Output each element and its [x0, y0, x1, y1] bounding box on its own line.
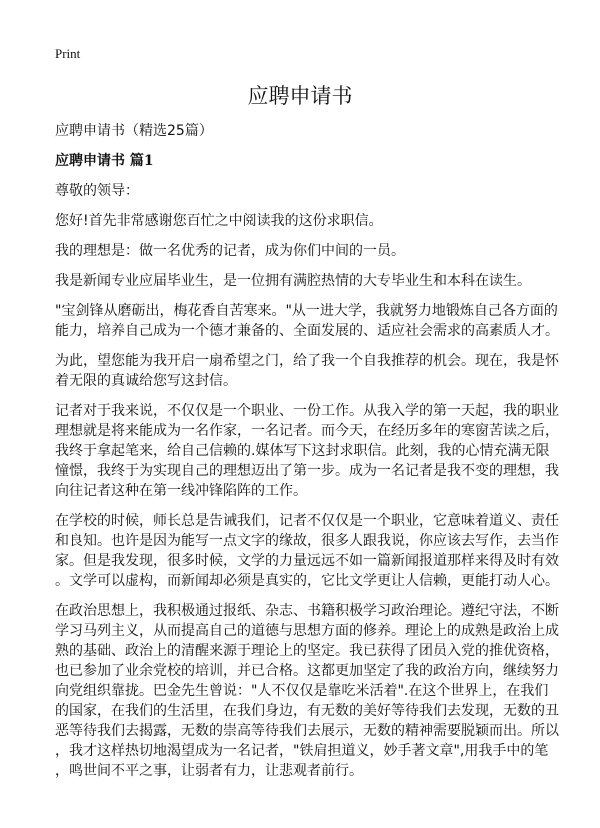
paragraph-line: ，鸣世间不平之事，让弱者有力，让悲观者前行。 — [55, 763, 363, 779]
paragraph-line: 着无限的真诚给您写这封信。 — [55, 373, 237, 389]
paragraph-line: "宝剑锋从磨砺出，梅花香自苦寒来。"从一进大学，我就努力地锻炼自己各方面的 — [55, 303, 558, 319]
paragraph-line: 我是新闻专业应届毕业生，是一位拥有满腔热情的大专毕业生和本科在读生。 — [55, 273, 531, 289]
paragraph-line: 记者对于我来说，不仅仅是一个职业、一份工作。从我入学的第一天起，我的职业 — [55, 403, 559, 419]
paragraph — [55, 211, 555, 231]
paragraph-line: 向往记者这种在第一线冲锋陷阵的工作。 — [55, 483, 307, 499]
paragraph-line: 能力，培养自己成为一个德才兼备的、全面发展的、适应社会需求的高素质人才。 — [55, 323, 559, 339]
paragraph-line: 憧憬，我终于为实现自己的理想迈出了第一步。成为一名记者是我不变的理想，我 — [55, 463, 559, 479]
paragraph-line: 为此，望您能为我开启一扇希望之门，给了我一个自我推荐的机会。现在，我是怀 — [55, 353, 559, 369]
paragraph-line: 我终于拿起笔来，给自己信赖的.媒体写下这封求职信。此刻，我的心情充满无限 — [55, 443, 550, 459]
paragraph-line: 恶等待我们去揭露，无数的崇高等待我们去展示，无数的精神需要脱颖而出。所以 — [55, 723, 559, 739]
paragraph — [55, 511, 559, 591]
paragraph-line: 家。但是我发现，很多时候，文学的力量远远不如一篇新闻报道那样来得及时有效 — [55, 553, 559, 569]
paragraph-line: 理想就是将来能成为一名作家，一名记者。而今天，在经历多年的寒窗苦读之后， — [55, 423, 559, 439]
paragraph-line: 在政治思想上，我积极通过报纸、杂志、书籍积极学习政治理论。遵纪守法，不断 — [55, 603, 559, 619]
paragraph-line: 也已参加了业余党校的培训，并已合格。这都更加坚定了我的政治方向，继续努力 — [55, 663, 559, 679]
paragraph-line: 您好!首先非常感谢您百忙之中阅读我的这份求职信。 — [55, 213, 383, 229]
paragraph-line: 在学校的时候，师长总是告诫我们，记者不仅仅是一个职业，它意味着道义、责任 — [55, 513, 559, 529]
page-title: 应聘申请书 — [247, 84, 353, 108]
paragraph-line: 熟的基础、政治上的清醒来源于理论上的坚定。我已获得了团员入党的推优资格， — [55, 643, 559, 659]
paragraph-line: 我的理想是：做一名优秀的记者，成为你们中间的一员。 — [55, 243, 405, 259]
paragraph — [55, 351, 559, 391]
print-link[interactable]: Print — [55, 46, 81, 61]
paragraph — [55, 401, 559, 501]
paragraph — [55, 301, 559, 341]
paragraph-line: 学习马列主义，从而提高自己的道德与思想方面的修养。理论上的成熟是政治上成 — [55, 623, 559, 639]
paragraph-line: 向党组织靠拢。巴金先生曾说："人不仅仅是靠吃米活着".在这个世界上，在我们 — [55, 683, 549, 699]
paragraph-line: 和良知。也许是因为能写一点文字的缘故，很多人跟我说，你应该去写作，去当作 — [55, 533, 559, 549]
paragraph-line: ，我才这样热切地渴望成为一名记者，"铁肩担道义，妙手著文章",用我手中的笔 — [55, 743, 549, 759]
paragraph — [55, 271, 555, 291]
paragraphs — [55, 211, 559, 781]
paragraph-line: 。文学可以虚构，而新闻却必须是真实的，它比文学更让人信赖，更能打动人心。 — [55, 573, 559, 589]
section-heading: 应聘申请书 篇1 — [55, 153, 154, 169]
subtitle: 应聘申请书（精选25篇） — [55, 123, 213, 139]
paragraph-line: 的国家，在我们的生活里，在我们身边，有无数的美好等待我们去发现，无数的丑 — [55, 703, 559, 719]
document-body — [55, 121, 559, 791]
paragraph — [55, 241, 555, 261]
greeting: 尊敬的领导： — [55, 183, 139, 199]
paragraph — [55, 601, 559, 781]
